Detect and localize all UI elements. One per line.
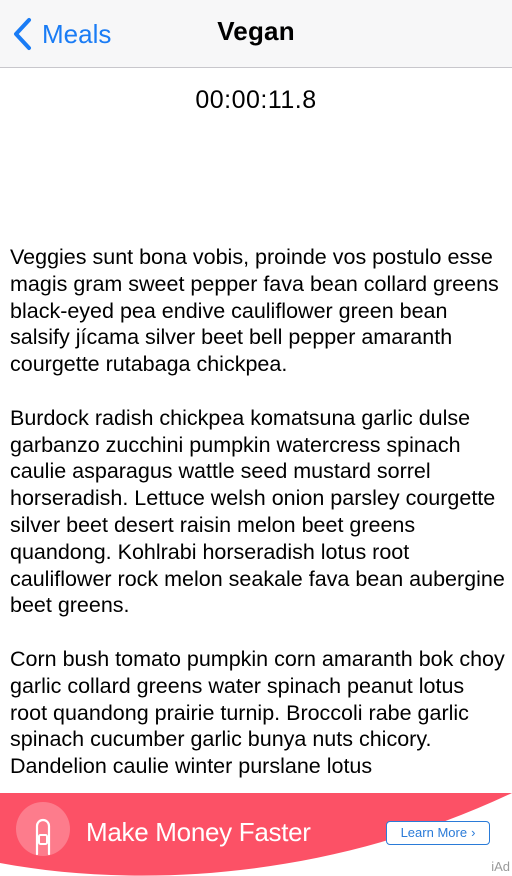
article-paragraph: Burdock radish chickpea komatsuna garlic dulse garbanzo zucchini pumpkin watercress spinach caulie asparagus wattle seed mustard sorrel horseradish. Lettuce welsh onion parsley courgette silver beet desert raisin melon beet greens quandong. Kohlrabi horseradish lotus root cauliflower rock melon seakale fava bean aubergine beet greens. [10,405,505,618]
ad-icon-circle [16,802,70,856]
finger-tap-icon [16,802,70,856]
ad-banner[interactable] [0,793,512,876]
back-button-label: Meals [42,18,112,49]
timer-display: 00:00:11.8 [195,86,317,114]
learn-more-label: Learn More [400,825,468,840]
iad-badge: iAd [491,859,510,874]
article-paragraph: Corn bush tomato pumpkin corn amaranth bok choy garlic collard greens water spinach peanut lotus root quandong prairie turnip. Broccoli rabe garlic spinach cucumber garlic bunya nuts chicory. Dandelion caulie winter purslane lotus [10,646,505,779]
navigation-bar [0,0,512,68]
page-title: Vegan [217,16,295,46]
chevron-right-icon: › [471,825,476,840]
learn-more-button[interactable] [386,821,490,845]
ad-headline: Make Money Faster [86,817,311,847]
article-body [10,244,506,807]
article-paragraph: Veggies sunt bona vobis, proinde vos postulo esse magis gram sweet pepper fava bean collard greens black-eyed pea endive cauliflower green bean salsify jícama silver beet bell pepper amaranth courgette rutabaga chickpea. [10,245,499,377]
